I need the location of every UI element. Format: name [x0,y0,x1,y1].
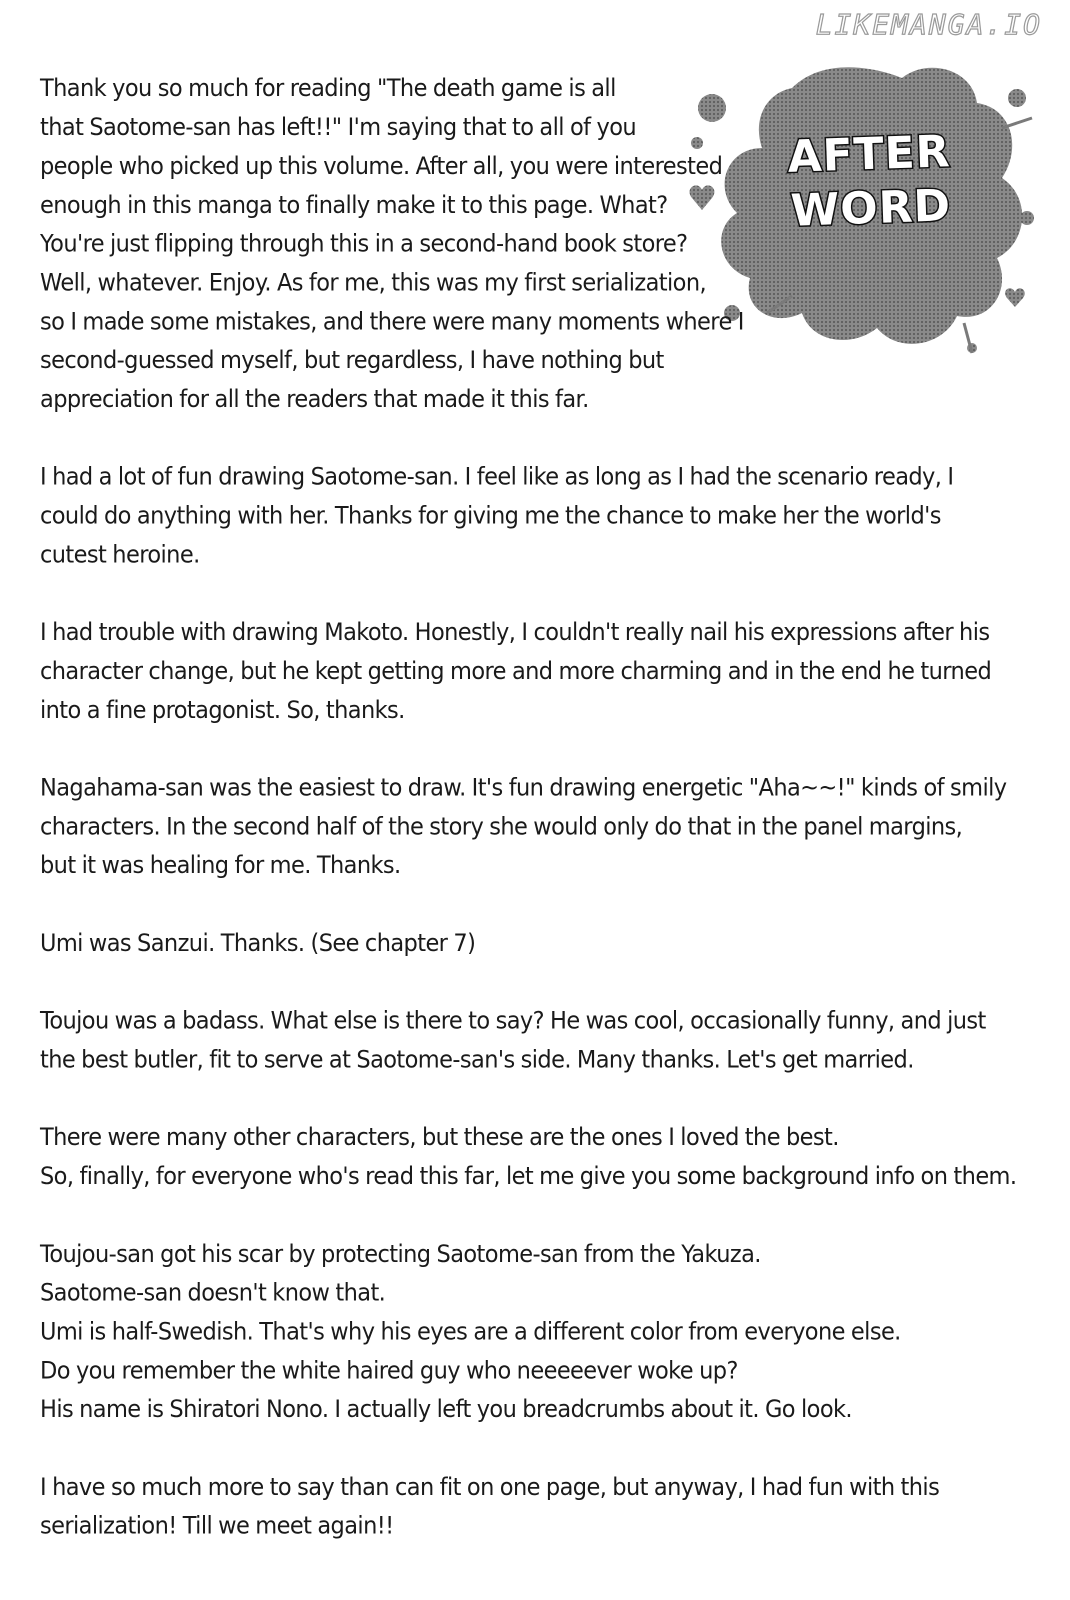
text-line: I had trouble with drawing Makoto. Honestly, I couldn't really nail his expressions after his [40,619,990,647]
text-line: but it was healing for me. Thanks. [40,852,401,880]
paragraph-4 [40,769,1007,886]
text-line: You're just flipping through this in a second-hand book store? [40,230,688,258]
text-line: could do anything with her. Thanks for giving me the chance to make her the world's [40,502,941,530]
afterword-heading-line-1: AFTER [786,126,952,183]
text-line: characters. In the second half of the story she would only do that in the panel margins, [40,813,963,841]
text-line: I have so much more to say than can fit on one page, but anyway, I had fun with this [40,1473,940,1502]
text-line: appreciation for all the readers that made it this far. [40,386,589,414]
paragraph-8 [40,1236,1000,1430]
text-line: character change, but he kept getting more and more charming and in the end he turned [40,658,992,686]
text-line: second-guessed myself, but regardless, I have nothing but [40,347,664,375]
text-line: the best butler, fit to serve at Saotome-san's side. Many thanks. Let's get married. [40,1046,914,1074]
text-line: people who picked up this volume. After all, you were interested [40,152,723,181]
text-line: that Saotome-san has left!!" I'm saying that to all of you [40,114,637,142]
text-line: Do you remember the white haired guy who neeeeever woke up? [40,1357,738,1385]
paragraph-1 [40,70,1000,420]
paragraph-3 [40,614,1000,731]
text-line: So, finally, for everyone who's read this far, let me give you some background info on them. [40,1163,1017,1191]
text-line: Nagahama-san was the easiest to draw. It's fun drawing energetic "Aha~~!" kinds of smily [40,774,1007,802]
text-line: I had a lot of fun drawing Saotome-san. I feel like as long as I had the scenario ready, I [40,463,954,492]
text-line: Saotome-san doesn't know that. [40,1279,386,1307]
text-line: so I made some mistakes, and there were many moments where I [40,308,744,336]
paragraph-6 [40,1002,1000,1080]
text-line: Umi is half-Swedish. That's why his eyes are a different color from everyone else. [40,1318,901,1346]
paragraph-2 [40,458,1000,575]
site-watermark: LIKEMANGA.IO [815,8,1042,41]
text-line: Toujou-san got his scar by protecting Saotome-san from the Yakuza. [40,1240,761,1269]
paragraph-5 [40,925,1000,964]
text-line: Toujou was a badass. What else is there to say? He was cool, occasionally funny, and just [40,1007,986,1035]
afterword-heading-line-2: WORD [789,180,952,237]
text-line: Thank you so much for reading "The death game is all [40,75,616,103]
text-line: Well, whatever. Enjoy. As for me, this was my first serialization, [40,269,707,297]
text-line: cutest heroine. [40,541,200,569]
text-line: into a fine protagonist. So, thanks. [40,696,405,725]
text-line: Umi was Sanzui. Thanks. (See chapter 7) [40,929,476,958]
text-line: There were many other characters, but these are the ones I loved the best. [40,1124,839,1152]
text-line: His name is Shiratori Nono. I actually left you breadcrumbs about it. Go look. [40,1396,852,1424]
text-line: enough in this manga to finally make it to this page. What? [40,191,668,220]
paragraph-9 [40,1469,1000,1547]
afterword-body [40,70,1017,1585]
text-line: serialization! Till we meet again!! [40,1512,394,1540]
paragraph-7 [40,1119,1017,1197]
